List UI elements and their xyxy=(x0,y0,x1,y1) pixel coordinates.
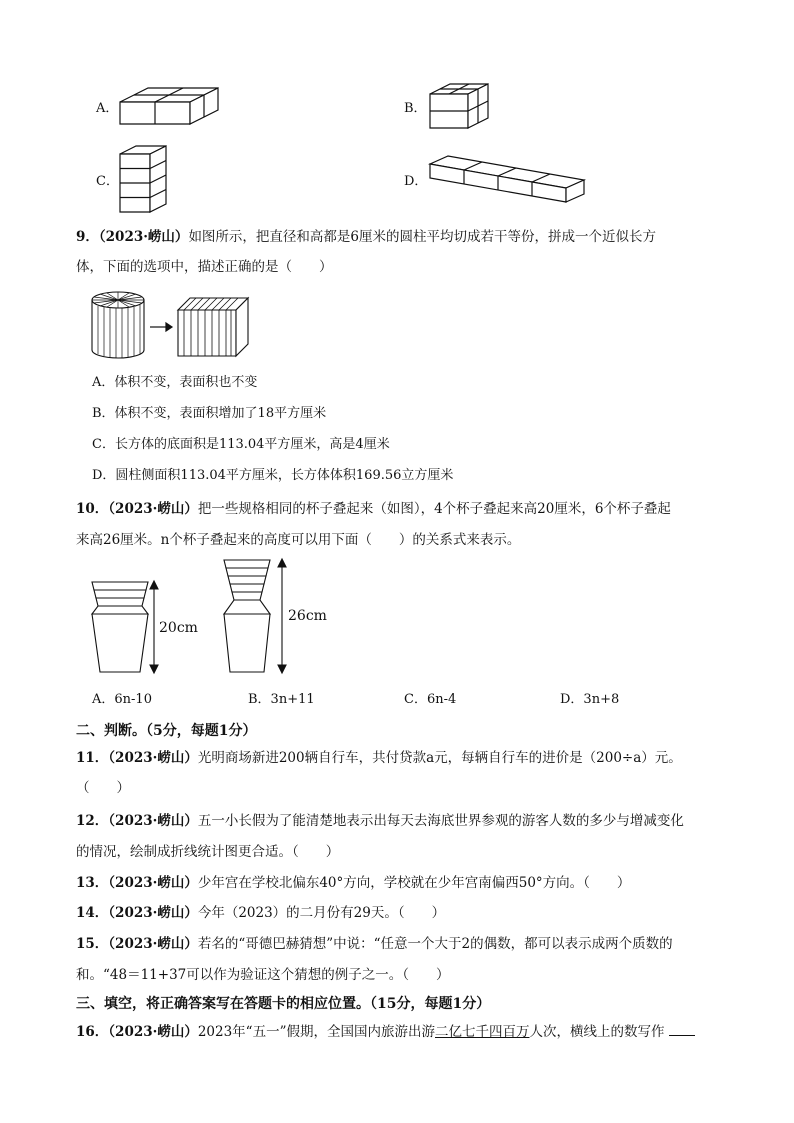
q10-cups-figure-left xyxy=(90,578,170,676)
q10-source: （2023·崂山） xyxy=(108,501,198,517)
section-3-heading: 三、填空，将正确答案写在答题卡的相应位置。（15分，每题1分） xyxy=(76,996,491,1012)
q10-stem-line1 xyxy=(76,500,671,518)
q15-stem-line1 xyxy=(76,935,673,953)
q14-stem xyxy=(76,904,445,922)
q13-source: （2023·崂山） xyxy=(108,875,198,891)
q11-source: （2023·崂山） xyxy=(108,750,198,766)
q8-option-d-label: D． xyxy=(404,174,428,189)
q10-height-label-left: 20cm xyxy=(159,620,198,636)
q14-source: （2023·崂山） xyxy=(108,905,198,921)
q9-cylinder-to-cuboid-figure xyxy=(90,290,250,360)
q9-text-2: 体，下面的选项中，描述正确的是（ ） xyxy=(76,259,333,275)
q10-height-label-right: 26cm xyxy=(288,608,327,624)
q10-option-a: A．6n-10 xyxy=(92,692,152,707)
q10-option-b: B．3n+11 xyxy=(248,692,315,707)
q16-text-after: 人次，横线上的数写作 xyxy=(529,1024,665,1040)
q9-option-a: A．体积不变，表面积也不变 xyxy=(92,375,258,390)
q13-text-1: 少年宫在学校北偏东40°方向，学校就在少年宫南偏西50°方向。（ ） xyxy=(197,875,631,891)
q11-text-2: （ ） xyxy=(76,780,130,796)
q11-text-1: 光明商场新进200辆自行车，共付贷款a元，每辆自行车的进价是（200÷a）元。 xyxy=(197,750,682,766)
q8-option-c-label: C． xyxy=(96,174,119,189)
q8-option-c-figure xyxy=(118,144,168,214)
q9-option-b: B．体积不变，表面积增加了18平方厘米 xyxy=(92,406,327,421)
q8-option-b-label: B． xyxy=(404,101,427,116)
q8-option-d-figure xyxy=(428,154,586,204)
q12-text-1: 五一小长假为了能清楚地表示出每天去海底世界参观的游客人数的多少与增减变化 xyxy=(197,813,684,829)
q14-text-1: 今年（2023）的二月份有29天。（ ） xyxy=(197,905,446,921)
q10-number: 10． xyxy=(76,501,109,517)
q10-option-d: D．3n+8 xyxy=(560,692,620,707)
q16-number: 16． xyxy=(76,1024,109,1040)
q14-number: 14． xyxy=(76,905,109,921)
section-2-heading: 二、判断。（5分，每题1分） xyxy=(76,723,257,739)
q10-text-2: 来高26厘米。n个杯子叠起来的高度可以用下面（ ）的关系式来表示。 xyxy=(76,532,521,548)
q16-answer-blank[interactable] xyxy=(669,1023,695,1036)
q15-text-2: 和。“48＝11+37可以作为验证这个猜想的例子之一。（ ） xyxy=(76,967,450,983)
q10-option-c: C．6n-4 xyxy=(404,692,457,707)
q9-number: 9． xyxy=(76,229,99,245)
q16-underlined-number: 二亿七千四百万 xyxy=(435,1024,530,1040)
q9-option-c: C．长方体的底面积是113.04平方厘米，高是4厘米 xyxy=(92,437,390,452)
q12-stem-line1 xyxy=(76,812,684,830)
q16-stem xyxy=(76,1023,695,1041)
q13-number: 13． xyxy=(76,875,109,891)
q11-stem-line1 xyxy=(76,749,682,767)
q15-text-1: 若名的“哥德巴赫猜想”中说：“任意一个大于2的偶数，都可以表示成两个质数的 xyxy=(197,936,673,952)
q8-option-a-figure xyxy=(118,86,220,128)
q9-source: （2023·崂山） xyxy=(98,229,189,245)
q8-option-a-label: A． xyxy=(96,101,119,116)
q10-text-1: 把一些规格相同的杯子叠起来（如图），4个杯子叠起来高20厘米，6个杯子叠起 xyxy=(197,501,671,517)
q9-stem-line1 xyxy=(76,228,656,246)
q9-option-d: D．圆柱侧面积113.04平方厘米，长方体体积169.56立方厘米 xyxy=(92,468,454,483)
q15-source: （2023·崂山） xyxy=(108,936,198,952)
q15-number: 15． xyxy=(76,936,109,952)
q12-text-2: 的情况，绘制成折线统计图更合适。（ ） xyxy=(76,844,340,860)
q12-number: 12． xyxy=(76,813,109,829)
q16-source: （2023·崂山） xyxy=(108,1024,198,1040)
q9-text-1: 如图所示，把直径和高都是6厘米的圆柱平均切成若干等份，拼成一个近似长方 xyxy=(188,229,657,245)
q12-source: （2023·崂山） xyxy=(108,813,198,829)
q8-option-b-figure xyxy=(428,82,490,130)
q11-number: 11． xyxy=(76,750,109,766)
q16-text-before: 2023年“五一”假期，全国国内旅游出游 xyxy=(197,1024,435,1040)
q13-stem xyxy=(76,874,630,892)
